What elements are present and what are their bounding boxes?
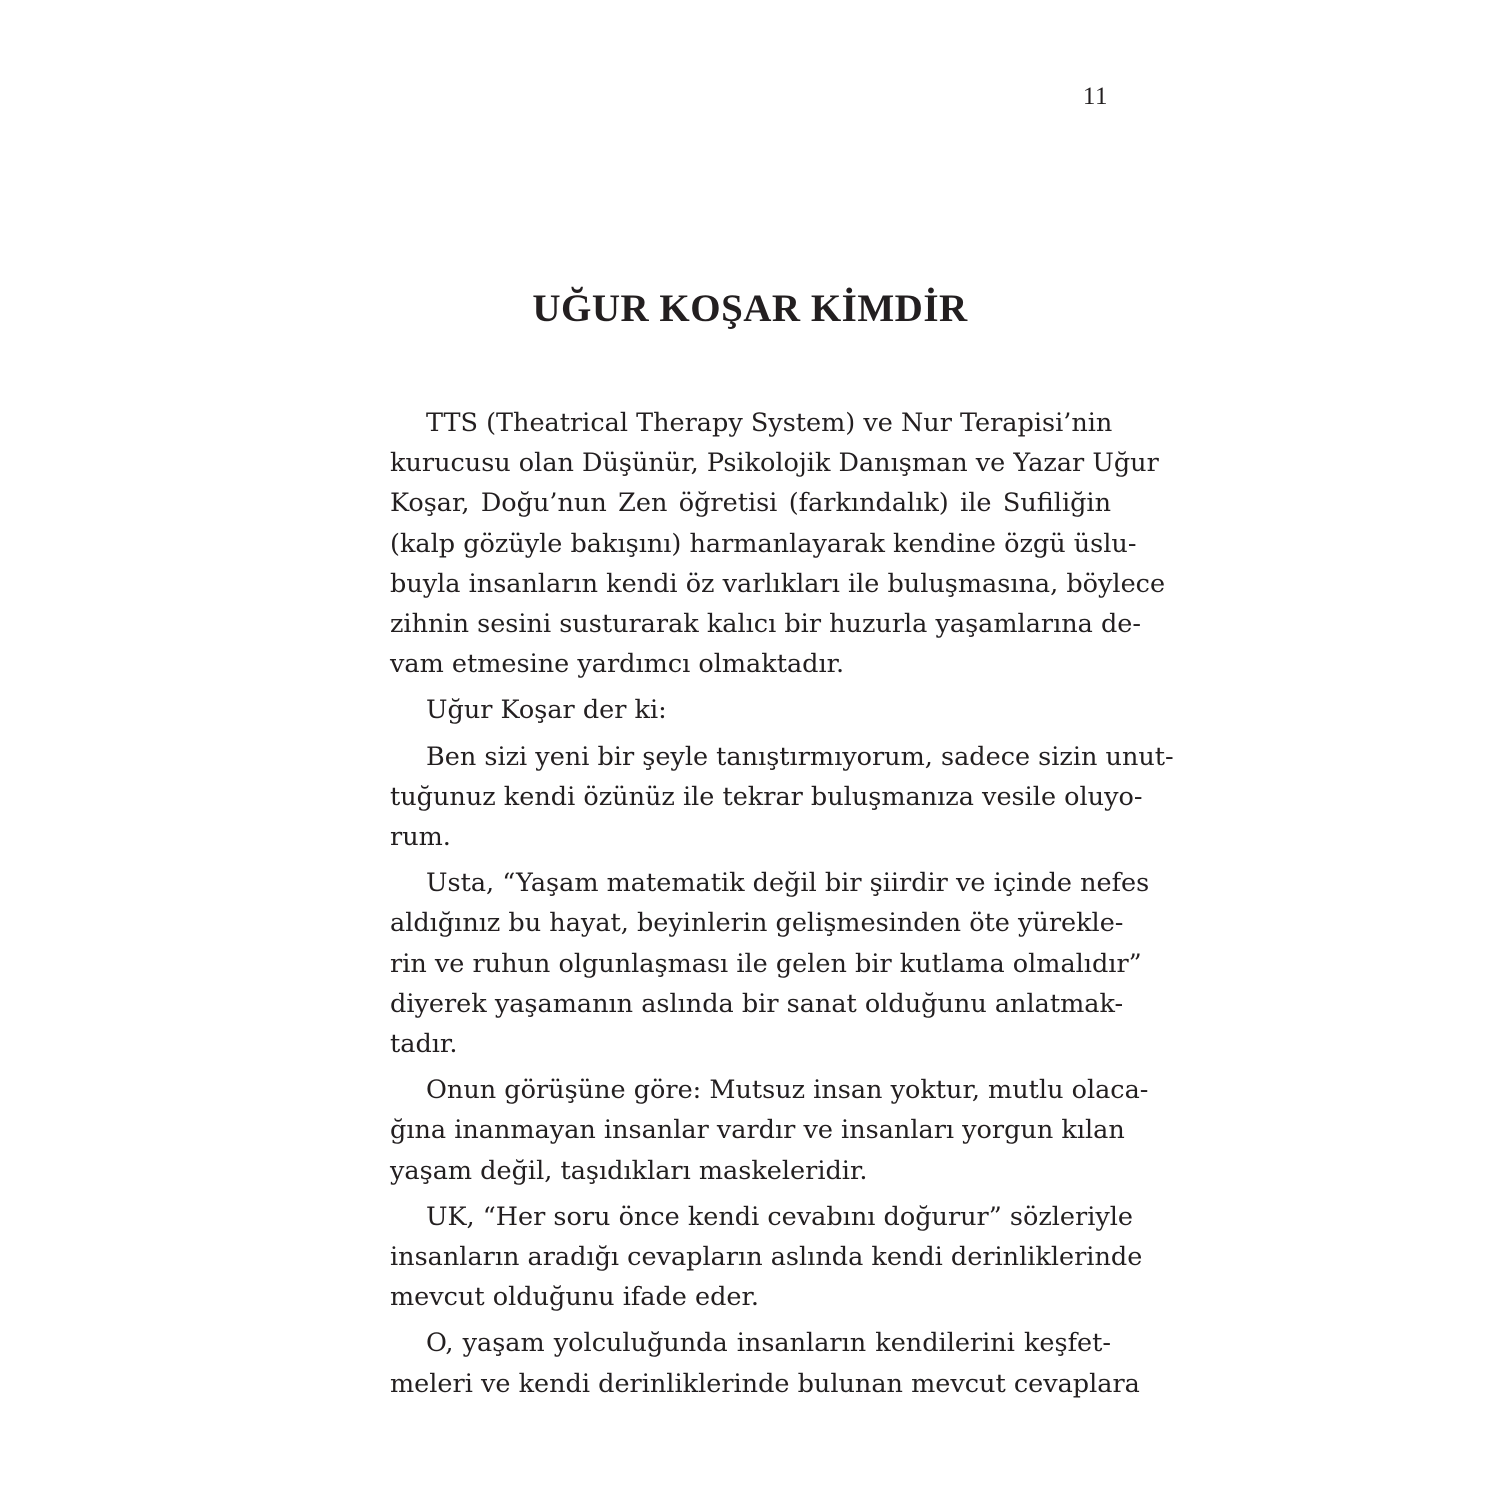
page-number: 11	[1082, 83, 1108, 110]
paragraph-uk	[390, 1197, 1143, 1318]
text-line: Onun görüşüne göre: Mutsuz insan yoktur, mutlu olaca-	[426, 1075, 1149, 1106]
text-line: yaşam değil, taşıdıkları maskeleridir.	[390, 1155, 868, 1186]
paragraph-quote	[390, 737, 1174, 858]
paragraph-usta	[390, 863, 1150, 1064]
text-line: meleri ve kendi derinliklerinde bulunan mevcut cevaplara	[390, 1368, 1140, 1399]
text-line: Ben sizi yeni bir şeyle tanıştırmıyorum, sadece sizin unut-	[426, 741, 1174, 772]
body-text	[390, 403, 1174, 1410]
paragraph-journey	[390, 1323, 1140, 1403]
text-line: ğına inanmayan insanlar vardır ve insanları yorgun kılan	[390, 1115, 1125, 1146]
text-line: aldığınız bu hayat, beyinlerin gelişmesinden öte yürekle-	[390, 908, 1124, 939]
text-line: mevcut olduğunu ifade eder.	[390, 1282, 760, 1313]
text-line: diyerek yaşamanın aslında bir sanat olduğunu anlatmak-	[390, 988, 1124, 1019]
text-line: kurucusu olan Düşünür, Psikolojik Danışman ve Yazar Uğur	[390, 448, 1159, 479]
paragraph-view	[390, 1070, 1149, 1191]
text-line: TTS (Theatrical Therapy System) ve Nur Terapisi’nin	[426, 408, 1113, 438]
text-line: UK, “Her soru önce kendi cevabını doğurur” sözleriyle	[426, 1201, 1134, 1232]
text-line: Koşar, Doğu’nun Zen öğretisi (farkındalık) ile Sufiliğin	[390, 488, 1111, 519]
text-line: (kalp gözüyle bakışını) harmanlayarak kendine özgü üslu-	[390, 528, 1137, 559]
text-line: tadır.	[390, 1029, 458, 1060]
text-line: rin ve ruhun olgunlaşması ile gelen bir kutlama olmalıdır”	[390, 948, 1142, 979]
text-line: buyla insanların kendi öz varlıkları ile buluşmasına, böylece	[390, 568, 1166, 599]
paragraph-intro	[390, 403, 1166, 684]
text-line: vam etmesine yardımcı olmaktadır.	[390, 649, 845, 680]
paragraph-quote-intro	[390, 690, 1111, 730]
text-line: Uğur Koşar der ki:	[426, 695, 667, 726]
text-line: Usta, “Yaşam matematik değil bir şiirdir ve içinde nefes	[426, 868, 1150, 899]
text-line: O, yaşam yolculuğunda insanların kendilerini keşfet-	[426, 1328, 1111, 1359]
text-line: rum.	[390, 822, 451, 853]
text-line: insanların aradığı cevapların aslında kendi derinliklerinde	[390, 1242, 1143, 1273]
text-line: tuğunuz kendi özünüz ile tekrar buluşmanıza vesile oluyo-	[390, 781, 1143, 812]
text-line: zihnin sesini susturarak kalıcı bir huzurla yaşamlarına de-	[390, 609, 1142, 640]
chapter-title: UĞUR KOŞAR KİMDİR	[532, 287, 968, 330]
